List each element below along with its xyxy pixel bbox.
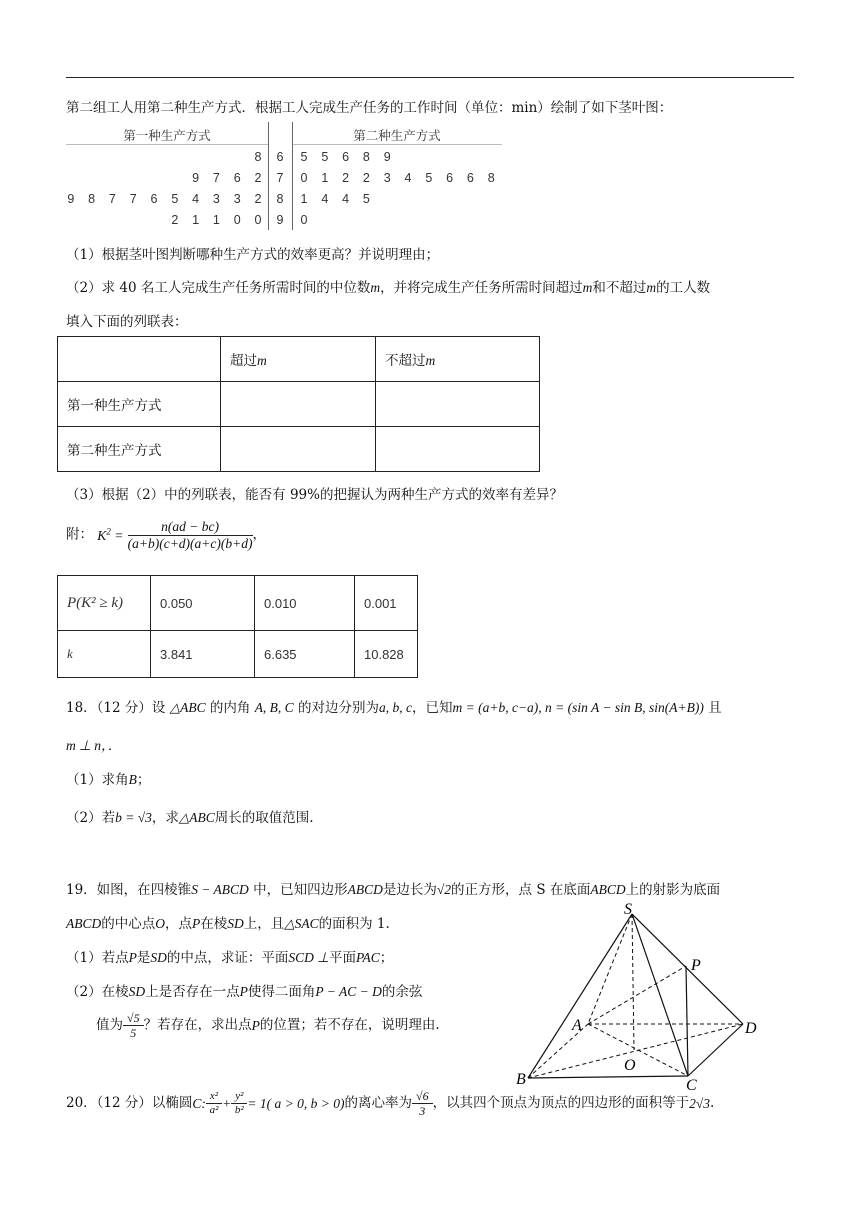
fraction-numerator: n(ad − bc) [128, 520, 253, 536]
problem-19-sub-2-cont: 值为 $\frac{√5}{5}$ ？若存在，求出点P的位置；若不存在，说明理由. [96, 1011, 440, 1040]
right-leaf: 5 [425, 171, 433, 185]
k-squared-formula: 附： $K^2$ = $\frac{n(ad - bc)}{(a+b)(c+d)(a+c)(b+d)}$ ， [66, 519, 266, 551]
label-s: S [624, 901, 632, 918]
y-term-fraction: $\frac{\text{y²}}{\text{b²}}$ [231, 1091, 247, 1116]
problem-19-sub-1: （1）若点P是SD的中点，求证：平面SCD ⊥平面PAC； [66, 950, 394, 966]
right-leaf: 3 [383, 171, 391, 185]
stem-leaf-row [66, 147, 502, 167]
fraction-denominator: (a+b)(c+d)(a+c)(b+d) [127, 535, 253, 551]
right-leaf: 2 [342, 171, 350, 185]
right-leaf: 6 [446, 171, 454, 185]
question-2-line-1 [66, 276, 710, 296]
problem-18-line-1: 18．（12 分）设 △ABC 的内角 A, B, C 的对边分别为a, b, c，已知m = (a+b, c−a), n = (sin A − sin B, sin(A+B)) 且 [66, 700, 722, 716]
stem-leaf-row [66, 168, 502, 188]
left-leaf: 8 [88, 192, 96, 206]
eccentricity-fraction: $\frac{√6}{3}$ [412, 1090, 433, 1117]
m-symbol: m [370, 280, 381, 295]
left-leaf: 2 [254, 192, 262, 206]
stem-value: 9 [276, 213, 284, 227]
label-a: A [572, 1017, 582, 1034]
question-2-line-2: 填入下面的列联表： [66, 314, 188, 330]
p-value: 0.001 [355, 576, 418, 631]
label-o: O [624, 1057, 636, 1074]
q2-end: 的工人数 [656, 280, 711, 296]
left-leaf: 3 [212, 192, 220, 206]
problem-19-sub-2: （2）在棱SD上是否存在一点P使得二面角P − AC − D的余弦 [66, 984, 423, 1000]
p-k-label: P(K² ≥ k) [58, 576, 151, 631]
left-leaf: 6 [150, 192, 158, 206]
edge-sa-hidden [588, 914, 632, 1024]
problem-18-line-2: m ⊥ n，． [66, 738, 122, 753]
right-leaf: 5 [321, 150, 329, 164]
stem-value: 7 [276, 171, 284, 185]
stem-leaf-row [66, 189, 502, 209]
left-leaf: 1 [192, 213, 200, 227]
stem-value: 6 [276, 150, 284, 164]
right-leaf: 2 [362, 171, 370, 185]
label-b: B [516, 1071, 526, 1088]
m-symbol: m [646, 280, 657, 295]
cell-empty [376, 427, 540, 472]
right-leaf: 0 [300, 213, 308, 227]
edge-sd [632, 914, 743, 1024]
k-label: k [58, 631, 151, 678]
m-symbol: m [582, 280, 593, 295]
left-leaf: 4 [192, 192, 200, 206]
edge-cd [688, 1024, 743, 1076]
p-value: 0.010 [255, 576, 355, 631]
vector-definitions: m = (a+b, c−a), n = (sin A − sin B, sin(A+B)) [452, 700, 704, 715]
line-pc [686, 966, 688, 1076]
right-leaf: 1 [300, 192, 308, 206]
x-term-fraction: $\frac{\text{x²}}{\text{a²}}$ [206, 1091, 222, 1116]
problem-19-line-1: 19．如图，在四棱锥S − ABCD 中，已知四边形ABCD是边长为√2的正方形，点 S 在底面ABCD上的射影为底面 [66, 882, 721, 898]
left-leaf: 5 [171, 192, 179, 206]
k-squared-symbol: $K^2$ = [97, 526, 124, 543]
problem-18-sub-2: （2）若b = √3，求△ABC周长的取值范围. [66, 810, 314, 826]
left-leaf: 7 [212, 171, 220, 185]
right-leaf: 9 [383, 150, 391, 164]
left-leaf: 9 [67, 192, 75, 206]
triangle-abc: △ABC [169, 700, 206, 715]
edge-sb [528, 914, 632, 1078]
left-leaf: 2 [254, 171, 262, 185]
left-leaf: 7 [108, 192, 116, 206]
cell-empty [376, 382, 540, 427]
left-leaf: 3 [233, 192, 241, 206]
cos-value-fraction: $\frac{√5}{5}$ [123, 1012, 144, 1039]
left-leaf: 7 [129, 192, 137, 206]
left-leaf: 0 [254, 213, 262, 227]
question-3: （3）根据（2）中的列联表，能否有 99%的把握认为两种生产方式的效率有差异？ [66, 487, 563, 503]
k-squared-fraction [128, 520, 253, 550]
q2-and: 和不超过 [592, 280, 647, 296]
appendix-label: 附： [66, 526, 93, 543]
question-1: （1）根据茎叶图判断哪种生产方式的效率更高？并说明理由； [66, 247, 440, 263]
intro-text: 第二组工人用第二种生产方式．根据工人完成生产任务的工作时间（单位：min）绘制了如下茎叶图： [66, 100, 673, 116]
header-rule [66, 77, 794, 78]
stem-value: 8 [276, 192, 284, 206]
p-value: 0.050 [151, 576, 255, 631]
right-leaf: 5 [300, 150, 308, 164]
right-leaf: 1 [321, 171, 329, 185]
right-leaf: 4 [342, 192, 350, 206]
left-leaf: 8 [254, 150, 262, 164]
contingency-table [57, 336, 540, 472]
right-leaf: 6 [342, 150, 350, 164]
left-leaf: 9 [192, 171, 200, 185]
stem-leaf-plot [66, 122, 502, 230]
row-method-1: 第一种生产方式 [58, 382, 221, 427]
header-not-exceed: 不超过m [376, 337, 540, 382]
stem-leaf-left-header: 第一种生产方式 [66, 126, 268, 145]
edge-bc [528, 1076, 688, 1078]
left-leaf: 6 [233, 171, 241, 185]
q2-prefix: （2）求 40 名工人完成生产任务所需时间的中位数 [66, 280, 371, 296]
cell-empty [221, 427, 376, 472]
left-leaf: 1 [212, 213, 220, 227]
right-leaf: 8 [362, 150, 370, 164]
pyramid-figure [508, 900, 768, 1090]
problem-19-line-2: ABCD的中心点O，点P在棱SD上，且△SAC的面积为 1. [66, 916, 390, 932]
cell-empty [221, 382, 376, 427]
stem-leaf-right-header: 第二种生产方式 [292, 126, 502, 145]
right-leaf: 5 [362, 192, 370, 206]
stem-leaf-row [66, 210, 502, 230]
label-d: D [745, 1020, 757, 1037]
line-ap-hidden [588, 966, 686, 1024]
right-leaf: 8 [487, 171, 495, 185]
header-exceed: 超过m [221, 337, 376, 382]
row-method-2: 第二种生产方式 [58, 427, 221, 472]
label-p: P [691, 957, 701, 974]
right-leaf: 6 [466, 171, 474, 185]
q2-mid: ，并将完成生产任务所需时间超过 [380, 280, 583, 296]
right-leaf: 4 [321, 192, 329, 206]
left-leaf: 2 [171, 213, 179, 227]
right-leaf: 0 [300, 171, 308, 185]
line-so-hidden [632, 914, 634, 1050]
left-leaf: 0 [233, 213, 241, 227]
problem-20: 20．（12 分）以椭圆C: $\frac{\text{x²}}{\text{a²}}$ + $\frac{\text{y²}}{\text{b²}}$ = 1( a > 0, b > 0)的离心率为 $\frac{√6}{3}$ ，以其四个顶点为顶点的四边形的面积等于2√3. [66, 1089, 715, 1118]
k-value: 3.841 [151, 631, 255, 678]
k-value: 10.828 [355, 631, 418, 678]
corner-cell [58, 337, 221, 382]
critical-value-table [57, 575, 418, 678]
label-c: C [686, 1077, 697, 1090]
problem-18-sub-1: （1）求角B； [66, 772, 151, 788]
k-value: 6.635 [255, 631, 355, 678]
right-leaf: 4 [404, 171, 412, 185]
